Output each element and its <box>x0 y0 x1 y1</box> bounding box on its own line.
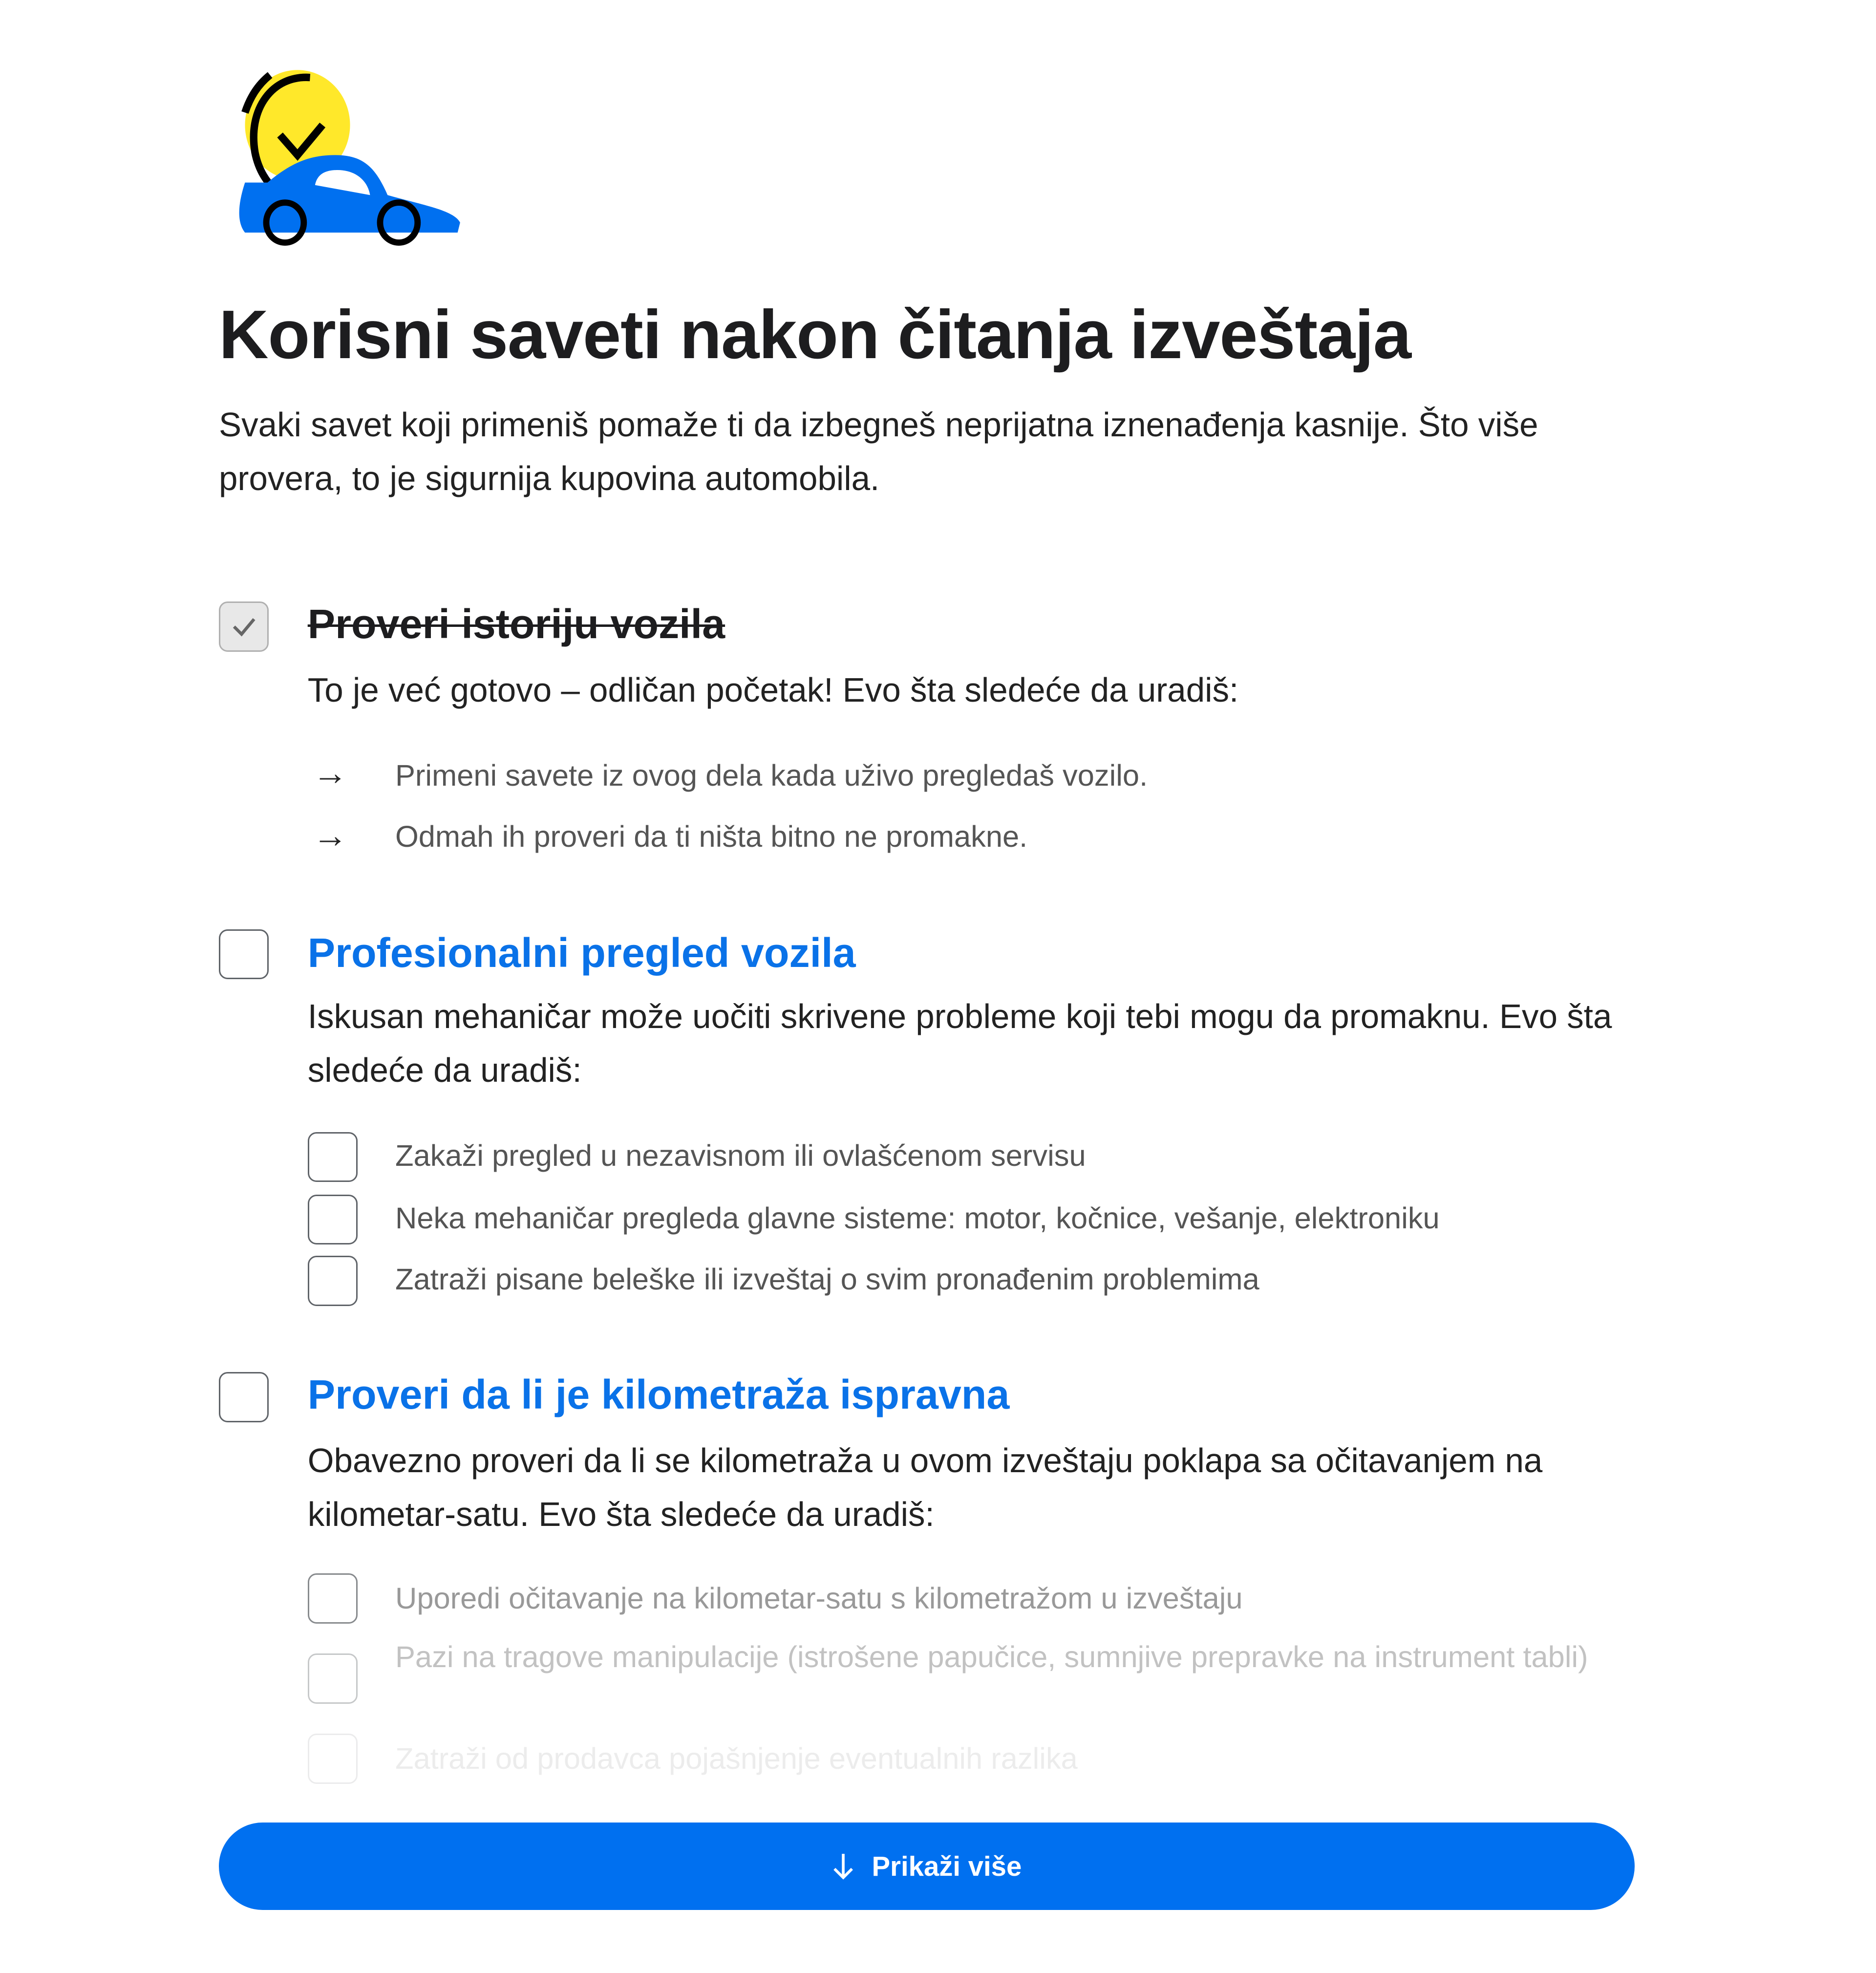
section-description: To je već gotovo – odličan početak! Evo šta sledeće da uradiš: <box>307 670 1239 709</box>
item-checkbox[interactable] <box>308 1734 358 1783</box>
page-subtitle: Svaki savet koji primeniš pomaže ti da izbegneš neprijatna iznenađenja kasnije. Što više provera, to je sigurnija kupovina automobila. <box>219 406 1538 498</box>
car-check-logo-icon <box>235 65 467 253</box>
checklist-item: Zatraži od prodavca pojašnjenje eventualnih razlika <box>395 1741 1078 1776</box>
arrow-right-icon: → <box>313 753 348 793</box>
section-title-inspection[interactable]: Profesionalni pregled vozila <box>307 930 856 976</box>
checklist-item: Zatraži pisane beleške ili izveštaj o svim pronađenim problemima <box>395 1263 1259 1297</box>
show-more-label: Prikaži više <box>872 1851 1022 1882</box>
list-item: Primeni savete iz ovog dela kada uživo pregledaš vozilo. <box>395 758 1148 793</box>
section-title-history: Proveri istoriju vozila <box>307 600 725 647</box>
arrow-right-icon: → <box>313 816 348 856</box>
section-checkbox-inspection[interactable] <box>219 929 269 979</box>
checklist-item: Neka mehaničar pregleda glavne sisteme: motor, kočnice, vešanje, elektroniku <box>395 1201 1440 1235</box>
checklist-item: Pazi na tragove manipulacije (istrošene papučice, sumnjive prepravke na instrument tabli) <box>395 1640 1588 1674</box>
item-checkbox[interactable] <box>308 1573 358 1623</box>
item-checkbox[interactable] <box>308 1256 358 1306</box>
section-checkbox-history[interactable] <box>219 601 269 651</box>
section-description: Iskusan mehaničar može uočiti skrivene probleme koji tebi mogu da promaknu. Evo šta sledeće da uradiš: <box>307 997 1612 1090</box>
section-description: Obavezno proveri da li se kilometraža u ovom izveštaju poklapa sa očitavanjem na kilometar-satu. Evo šta sledeće da uradiš: <box>307 1441 1543 1533</box>
page-title: Korisni saveti nakon čitanja izveštaja <box>219 296 1411 373</box>
section-checkbox-mileage[interactable] <box>219 1372 269 1422</box>
arrow-down-icon <box>832 1851 854 1881</box>
section-title-mileage[interactable]: Proveri da li je kilometraža ispravna <box>307 1371 1010 1417</box>
show-more-button[interactable] <box>219 1823 1635 1910</box>
list-item: Odmah ih proveri da ti ništa bitno ne promakne. <box>395 820 1028 854</box>
item-checkbox[interactable] <box>308 1132 358 1182</box>
checkmark-icon <box>232 617 256 637</box>
item-checkbox[interactable] <box>308 1653 358 1703</box>
item-checkbox[interactable] <box>308 1195 358 1244</box>
checklist-item: Zakaži pregled u nezavisnom ili ovlašćenom servisu <box>395 1138 1086 1173</box>
checklist-item: Uporedi očitavanje na kilometar-satu s kilometražom u izveštaju <box>395 1582 1243 1616</box>
